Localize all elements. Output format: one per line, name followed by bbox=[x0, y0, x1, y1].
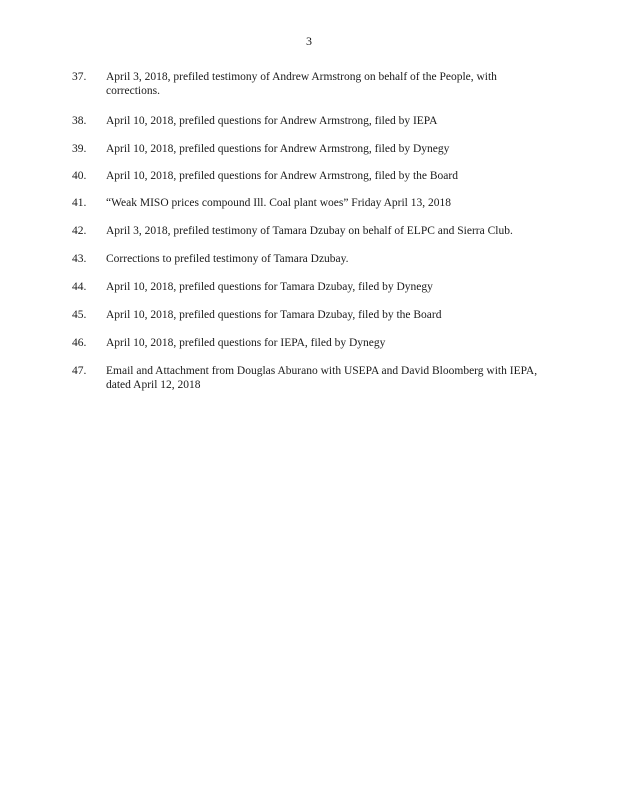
exhibit-description: Corrections to prefiled testimony of Tamara Dzubay. bbox=[106, 253, 349, 265]
exhibit-number: 44. bbox=[72, 281, 87, 293]
exhibit-description: April 10, 2018, prefiled questions for Tamara Dzubay, filed by Dynegy bbox=[106, 281, 433, 293]
exhibit-number: 46. bbox=[72, 337, 87, 349]
exhibit-description: April 10, 2018, prefiled questions for Andrew Armstrong, filed by Dynegy bbox=[106, 143, 450, 155]
exhibit-description: April 10, 2018, prefiled questions for IEPA, filed by Dynegy bbox=[106, 337, 386, 349]
exhibit-number: 37. bbox=[72, 71, 87, 83]
exhibit-description: Email and Attachment from Douglas Aburano with USEPA and David Bloomberg with IEPA, dated April 12, 2018 bbox=[106, 365, 538, 391]
exhibit-description: “Weak MISO prices compound Ill. Coal plant woes” Friday April 13, 2018 bbox=[106, 197, 451, 209]
exhibit-number: 42. bbox=[72, 225, 87, 237]
page-number: 3 bbox=[306, 34, 312, 48]
exhibit-description: April 10, 2018, prefiled questions for Tamara Dzubay, filed by the Board bbox=[106, 309, 442, 321]
exhibit-number: 41. bbox=[72, 197, 87, 209]
exhibit-description: April 3, 2018, prefiled testimony of Andrew Armstrong on behalf of the People, with corrections. bbox=[106, 71, 497, 97]
exhibit-description: April 10, 2018, prefiled questions for Andrew Armstrong, filed by the Board bbox=[106, 170, 458, 182]
exhibit-number: 45. bbox=[72, 309, 87, 321]
exhibit-description: April 10, 2018, prefiled questions for Andrew Armstrong, filed by IEPA bbox=[106, 115, 438, 127]
exhibit-number: 43. bbox=[72, 253, 87, 265]
exhibit-number: 39. bbox=[72, 143, 87, 155]
exhibit-number: 40. bbox=[72, 170, 87, 182]
exhibit-number: 47. bbox=[72, 365, 87, 377]
exhibit-description: April 3, 2018, prefiled testimony of Tamara Dzubay on behalf of ELPC and Sierra Club. bbox=[106, 225, 513, 237]
exhibit-number: 38. bbox=[72, 115, 87, 127]
